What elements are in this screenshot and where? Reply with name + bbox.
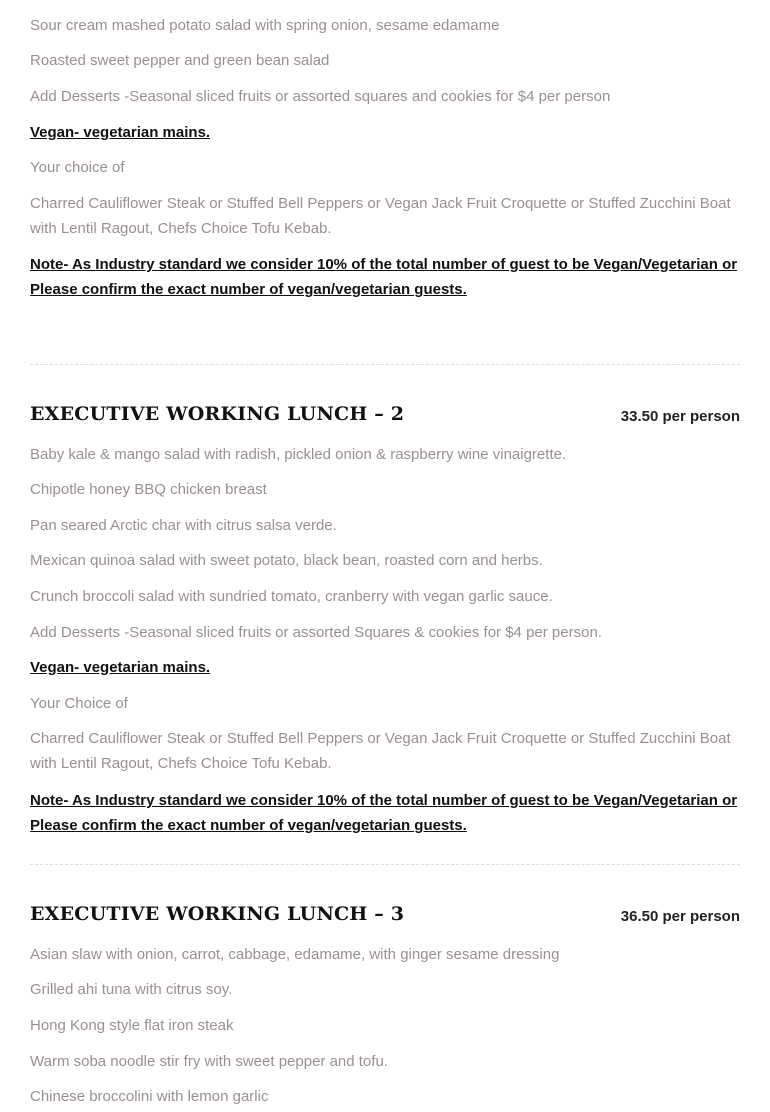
menu-item: Sour cream mashed potato salad with spring onion, sesame edamame — [30, 17, 500, 34]
vegan-note: Note- As Industry standard we consider 10% of the total number of guest to be Vegan/Vegetarian or Please confirm the exact number of vegan/vegetarian guests. — [30, 792, 738, 834]
section-divider — [30, 864, 740, 865]
menu-item: Add Desserts -Seasonal sliced fruits or assorted Squares & cookies for $4 per person. — [30, 624, 602, 641]
menu-item: Hong Kong style flat iron steak — [30, 1017, 234, 1034]
menu-item: Pan seared Arctic char with citrus salsa verde. — [30, 517, 337, 534]
vegan-heading: Vegan- vegetarian mains. — [30, 124, 211, 141]
vegan-options: Charred Cauliflower Steak or Stuffed Bell Peppers or Vegan Jack Fruit Croquette or Stuffed Zucchini Boat with Lentil Ragout, Chefs Choice Tofu Kebab. — [30, 730, 731, 772]
vegan-heading: Vegan- vegetarian mains. — [30, 659, 211, 676]
menu-item: Chinese broccolini with lemon garlic — [30, 1088, 269, 1105]
menu-item: Warm soba noodle stir fry with sweet pepper and tofu. — [30, 1053, 388, 1070]
vegan-note: Note- As Industry standard we consider 10% of the total number of guest to be Vegan/Vegetarian or Please confirm the exact number of vegan/vegetarian guests. — [30, 256, 738, 298]
choice-label: Your Choice of — [30, 695, 128, 712]
menu-price: 33.50 per person — [620, 408, 740, 425]
menu-item: Baby kale & mango salad with radish, pickled onion & raspberry wine vinaigrette. — [30, 446, 567, 463]
menu-item: Chipotle honey BBQ chicken breast — [30, 481, 267, 498]
choice-label: Your choice of — [30, 159, 125, 176]
menu-price: 36.50 per person — [620, 908, 740, 925]
menu-item: Asian slaw with onion, carrot, cabbage, edamame, with ginger sesame dressing — [30, 946, 560, 963]
menu-title: EXECUTIVE WORKING LUNCH – 2 — [30, 403, 405, 425]
menu-item: Roasted sweet pepper and green bean salad — [30, 52, 330, 69]
menu-item: Grilled ahi tuna with citrus soy. — [30, 981, 233, 998]
menu-title: EXECUTIVE WORKING LUNCH – 3 — [30, 903, 405, 925]
menu-item: Crunch broccoli salad with sundried tomato, cranberry with vegan garlic sauce. — [30, 588, 553, 605]
menu-item: Add Desserts -Seasonal sliced fruits or assorted squares and cookies for $4 per person — [30, 88, 611, 105]
vegan-options: Charred Cauliflower Steak or Stuffed Bell Peppers or Vegan Jack Fruit Croquette or Stuffed Zucchini Boat with Lentil Ragout, Chefs Choice Tofu Kebab. — [30, 195, 731, 237]
section-divider — [30, 364, 740, 365]
menu-item: Mexican quinoa salad with sweet potato, black bean, roasted corn and herbs. — [30, 552, 543, 569]
